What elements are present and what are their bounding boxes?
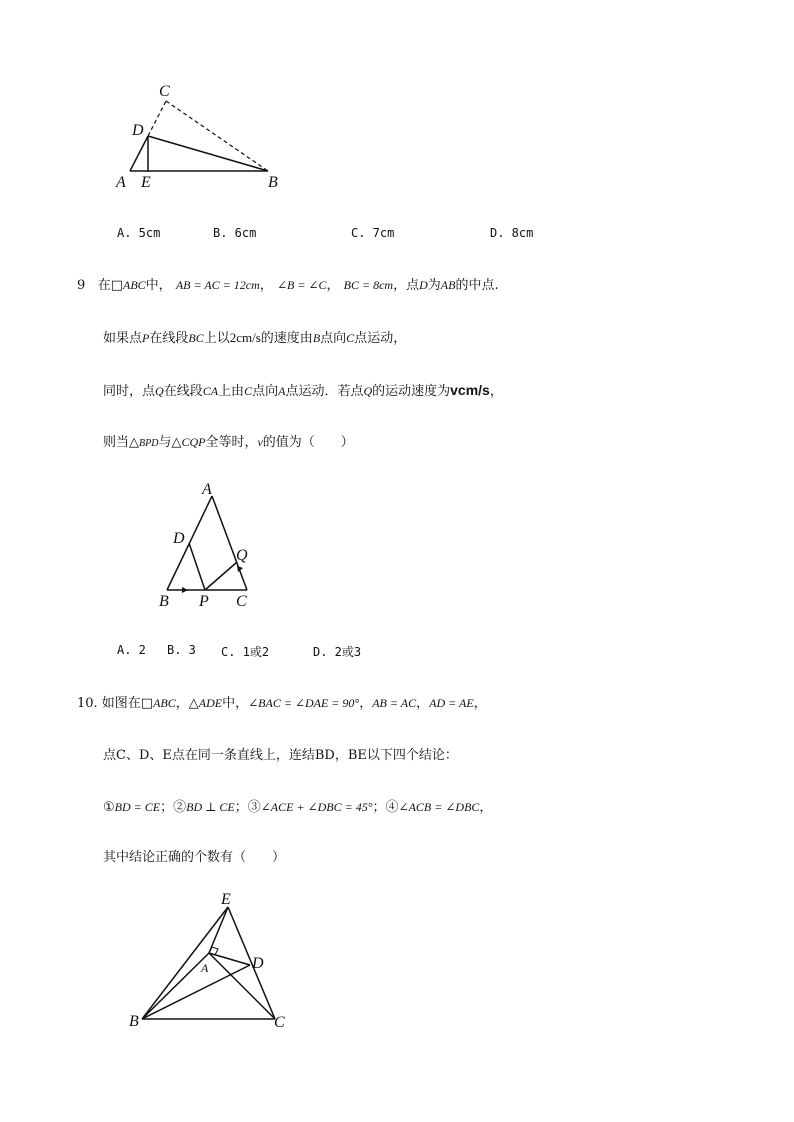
math: ADE: [198, 696, 223, 710]
text: 中，: [145, 278, 172, 293]
label-a: A: [116, 174, 126, 191]
text: 中，: [222, 696, 249, 711]
q10-line-4: 其中结论正确的个数有（ ）: [103, 850, 286, 865]
q9-line-3: [103, 381, 503, 401]
text: 10. 如图在□: [77, 696, 154, 711]
label-d: D: [252, 955, 264, 972]
figure-triangles-abc-ade: [124, 890, 300, 1035]
text: ，△: [175, 696, 199, 711]
text: 的值为（ ）: [262, 435, 354, 450]
label-p: P: [199, 593, 209, 610]
text: 点向: [320, 331, 347, 346]
text: ，: [326, 278, 340, 293]
label-d: D: [173, 530, 185, 547]
q9-option-a: A. 2: [117, 643, 146, 657]
math: B: [312, 331, 321, 345]
figure-2-svg: [150, 478, 270, 613]
label-d: D: [132, 122, 144, 139]
math: AB = AC = 12cm: [175, 278, 260, 292]
q9-line-2: [103, 329, 406, 348]
math: BC: [188, 331, 204, 345]
q8-options: [117, 226, 617, 242]
math: AD = AE: [429, 696, 474, 710]
math: vcm/s: [450, 382, 490, 398]
math: AB: [440, 278, 456, 292]
text: 全等时，: [205, 435, 258, 450]
q10-line-2: 点C、D、E点在同一条直线上，连结BD，BE以下四个结论：: [103, 748, 458, 763]
text: ，: [416, 696, 430, 711]
text: 与△: [158, 435, 182, 450]
figure-triangle-abc-fold: [110, 78, 300, 193]
text: ，: [489, 384, 503, 399]
text: 的速度由: [260, 331, 313, 346]
math: BD ⊥ CE: [186, 800, 235, 814]
label-e: E: [141, 174, 151, 191]
q9-line-1: [77, 276, 499, 295]
q9-option-b: B. 3: [167, 643, 196, 657]
figure-triangle-bpd-cqp: [150, 478, 270, 613]
math: Q: [155, 384, 164, 398]
math: BPD: [139, 438, 159, 449]
math: BD = CE: [114, 800, 161, 814]
q9-number: 9: [77, 278, 86, 293]
text: 点运动，: [354, 331, 407, 346]
math: ABC: [122, 278, 146, 292]
text: ；③: [234, 800, 261, 815]
q8-option-b: B. 6cm: [213, 226, 257, 240]
text: ①: [103, 800, 115, 815]
text: 在□: [97, 278, 123, 293]
math: 2cm/s: [229, 330, 261, 345]
math: ∠BAC = ∠DAE = 90°: [248, 696, 360, 710]
label-c: C: [159, 83, 170, 100]
q8-option-c: C. 7cm: [351, 226, 395, 240]
q9-option-c: C. 1或2: [221, 645, 270, 659]
math: v: [257, 435, 263, 449]
label-q: Q: [236, 547, 248, 564]
math: D: [419, 278, 428, 292]
text: ，: [359, 696, 373, 711]
text: ，点: [393, 278, 420, 293]
text: 上以: [203, 331, 230, 346]
text: 点向: [252, 384, 279, 399]
text: 在线段: [163, 384, 203, 399]
label-b: B: [268, 174, 278, 191]
q9-line-4: [103, 433, 354, 453]
text: 上由: [218, 384, 245, 399]
text: 的运动速度为: [372, 384, 451, 399]
label-c: C: [236, 593, 247, 610]
label-a: A: [201, 961, 209, 975]
text: 如果点: [103, 331, 143, 346]
label-a: A: [202, 481, 212, 498]
q10-line-1: [77, 694, 487, 713]
text: 同时，点: [103, 384, 156, 399]
math: BC = 8cm: [343, 278, 394, 292]
q8-option-a: A. 5cm: [117, 226, 161, 240]
text: 点运动．若点: [285, 384, 364, 399]
q8-option-d: D. 8cm: [490, 226, 534, 240]
text: ；④: [372, 800, 399, 815]
q9-option-d: D. 2或3: [313, 645, 362, 659]
math: ABC: [153, 696, 176, 710]
math: C: [346, 331, 355, 345]
figure-1-svg: [110, 78, 300, 193]
label-b: B: [129, 1013, 139, 1030]
math: ∠ACB = ∠DBC: [398, 800, 480, 814]
text: 的中点.: [455, 278, 499, 293]
math: AB = AC: [372, 696, 417, 710]
label-e: E: [221, 891, 231, 908]
q9-options: [117, 643, 417, 659]
math: ∠ACE + ∠DBC = 45°: [260, 800, 373, 814]
math: P: [142, 331, 150, 345]
math: A: [278, 384, 286, 398]
q10-line-3: [103, 798, 492, 817]
math: ∠B = ∠C: [276, 278, 327, 292]
label-b: B: [159, 593, 169, 610]
text: 为: [427, 278, 441, 293]
text: ，: [479, 800, 493, 815]
label-c: C: [274, 1014, 285, 1031]
text: 则当△: [103, 435, 139, 450]
text: 在线段: [149, 331, 189, 346]
math: CQP: [181, 435, 206, 449]
math: Q: [363, 384, 373, 398]
text: ；②: [160, 800, 187, 815]
figure-3-svg: [124, 890, 300, 1035]
math: CA: [202, 384, 219, 398]
text: ，: [473, 696, 487, 711]
math: C: [244, 384, 253, 398]
text: ，: [259, 278, 273, 293]
